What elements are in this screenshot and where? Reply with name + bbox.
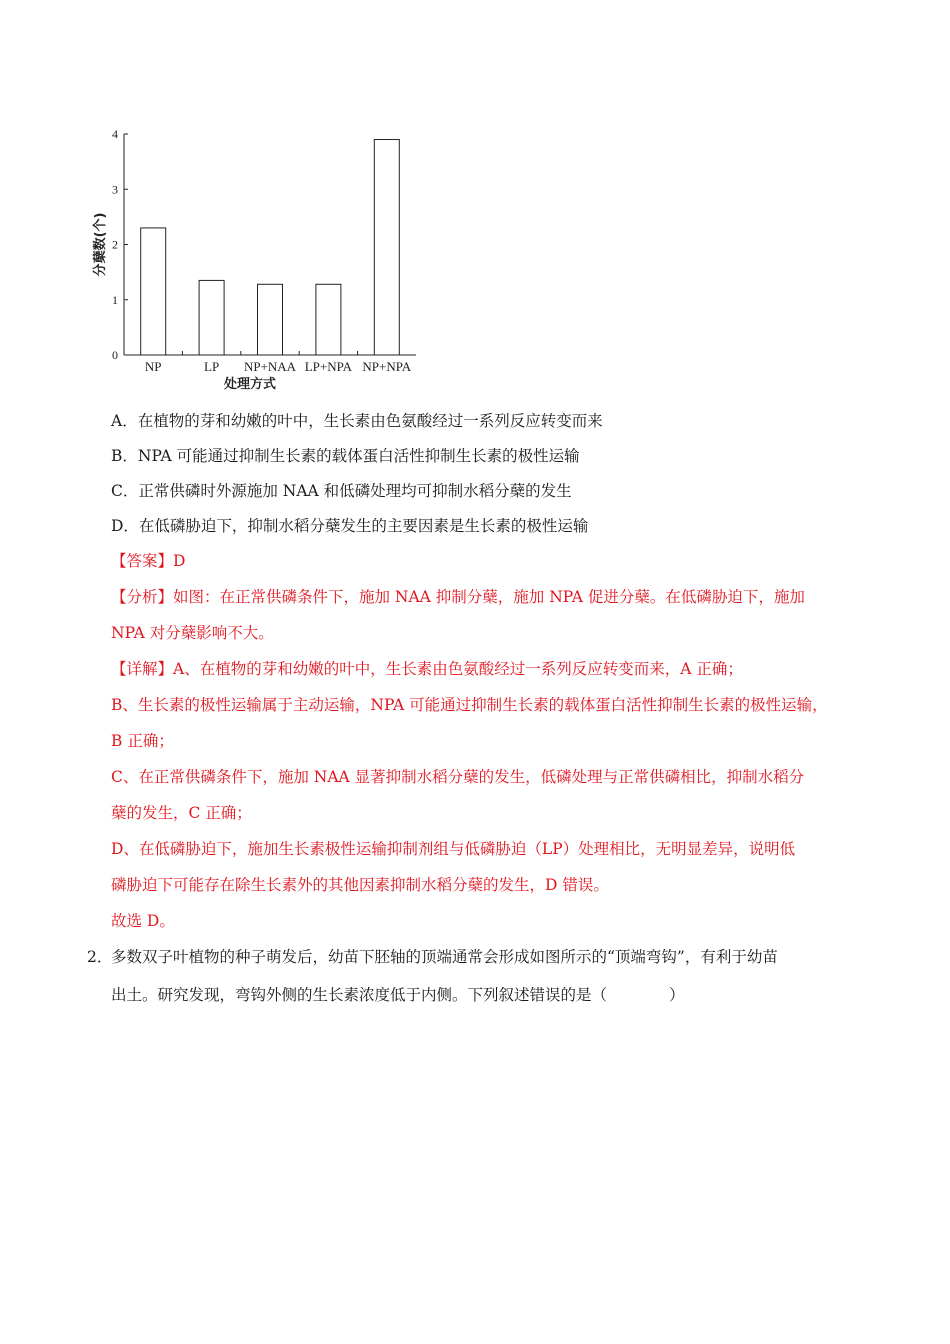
- bar-np-plus-npa: [374, 140, 399, 355]
- detail-line-5: 蘖的发生，C 正确；: [111, 804, 252, 822]
- option-a: A．在植物的芽和幼嫩的叶中，生长素由色氨酸经过一系列反应转变而来: [111, 412, 603, 430]
- question-2-line-1: 多数双子叶植物的种子萌发后，幼苗下胚轴的顶端通常会形成如图所示的“顶端弯钩”，有利于幼苗: [111, 948, 778, 966]
- detail-line-4: C、在正常供磷条件下，施加 NAA 显著抑制水稻分蘖的发生，低磷处理与正常供磷相比，抑制水稻分: [111, 768, 805, 786]
- bar-lp-plus-npa: [316, 284, 341, 355]
- x-tick-label: LP: [204, 359, 220, 374]
- x-tick-label: NP+NAA: [243, 359, 297, 374]
- analysis-line-1: 【分析】如图：在正常供磷条件下，施加 NAA 抑制分蘖，施加 NPA 促进分蘖。在低磷胁迫下，施加: [111, 588, 805, 606]
- option-d: D．在低磷胁迫下，抑制水稻分蘖发生的主要因素是生长素的极性运输: [111, 517, 589, 535]
- y-tick-label: 2: [112, 237, 118, 252]
- x-axis-title: 处理方式: [223, 377, 277, 392]
- detail-line-7: 磷胁迫下可能存在除生长素外的其他因素抑制水稻分蘖的发生，D 错误。: [111, 876, 609, 894]
- detail-line-1: 【详解】A、在植物的芽和幼嫩的叶中，生长素由色氨酸经过一系列反应转变而来，A 正确；: [111, 660, 743, 678]
- chart-labels: [92, 127, 412, 392]
- detail-line-6: D、在低磷胁迫下，施加生长素极性运输抑制剂组与低磷胁迫（LP）处理相比，无明显差异，说明低: [111, 840, 796, 858]
- analysis-line-2: NPA 对分蘖影响不大。: [111, 624, 274, 642]
- bar-np: [141, 228, 166, 355]
- bar-chart: [80, 118, 440, 398]
- detail-line-2: B、生长素的极性运输属于主动运输，NPA 可能通过抑制生长素的载体蛋白活性抑制生长素的极性运输，: [111, 696, 828, 714]
- question-2-number: 2．: [87, 948, 113, 966]
- option-c: C．正常供磷时外源施加 NAA 和低磷处理均可抑制水稻分蘖的发生: [111, 482, 572, 500]
- question-2-line-2: 出土。研究发现，弯钩外侧的生长素浓度低于内侧。下列叙述错误的是（ ）: [111, 986, 685, 1004]
- x-tick-label: NP: [144, 359, 162, 374]
- y-axis-title: 分蘖数(个): [93, 212, 108, 277]
- chart-bars: [141, 140, 400, 355]
- answer: 【答案】D: [111, 552, 186, 570]
- option-b: B．NPA 可能通过抑制生长素的载体蛋白活性抑制生长素的极性运输: [111, 447, 580, 465]
- bar-np-plus-naa: [258, 284, 283, 355]
- x-tick-label: LP+NPA: [304, 359, 353, 374]
- y-tick-label: 1: [112, 292, 118, 307]
- x-tick-label: NP+NPA: [362, 359, 412, 374]
- y-tick-label: 4: [112, 127, 118, 141]
- bar-lp: [199, 280, 224, 355]
- y-tick-label: 3: [112, 182, 118, 197]
- detail-line-3: B 正确；: [111, 732, 174, 750]
- y-tick-label: 0: [112, 348, 118, 362]
- conclusion: 故选 D。: [111, 912, 175, 930]
